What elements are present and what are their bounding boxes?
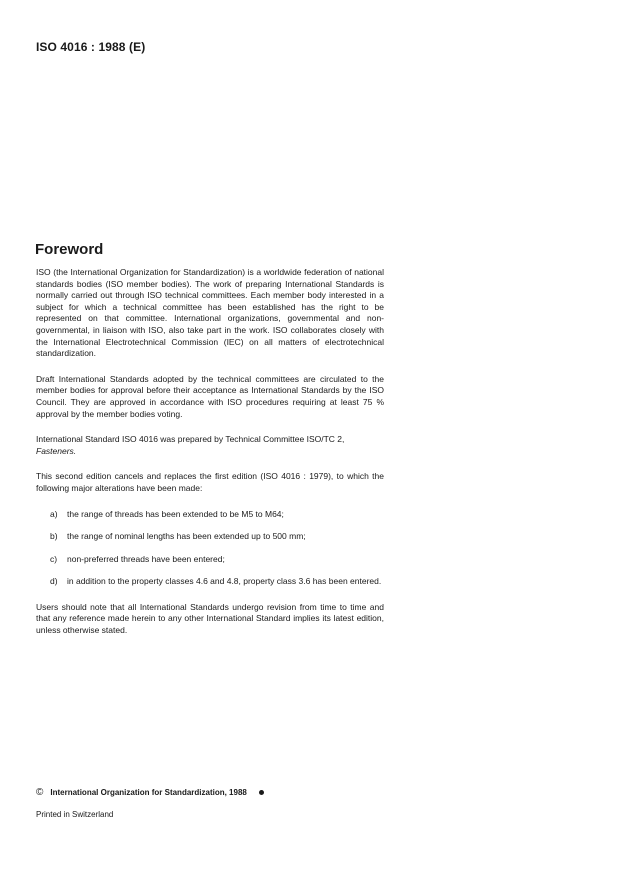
list-item-text: in addition to the property classes 4.6 and 4.8, property class 3.6 has been entered. (67, 576, 382, 587)
copyright-line (36, 787, 264, 798)
paragraph-revision-note: Users should note that all International Standards undergo revision from time to time and that any reference made herein to any other International Standard implies its latest edition, unless otherwise stated. (36, 601, 384, 636)
list-item-marker: c) (50, 553, 58, 564)
printed-in: Printed in Switzerland (36, 810, 114, 819)
foreword-body (36, 267, 384, 651)
list-item-marker: b) (50, 531, 58, 542)
committee-name: Fasteners. (36, 445, 77, 456)
list-item-text: non-preferred threads have been entered; (67, 553, 225, 564)
list-item (36, 554, 384, 566)
paragraph-draft-standards: Draft International Standards adopted by the technical committees are circulated to the member bodies for approval before their acceptance as International Standards by the ISO Council. They are approved in accordance with ISO procedures requiring at least 75 % approval by the member bodies voting. (36, 373, 384, 419)
list-item-text: the range of threads has been extended to be M5 to M64; (67, 508, 284, 519)
alterations-list (36, 509, 384, 588)
list-item-text: the range of nominal lengths has been extended up to 500 mm; (67, 531, 306, 542)
list-item (36, 509, 384, 521)
list-item-marker: d) (50, 576, 58, 587)
paragraph-iso-intro: ISO (the International Organization for Standardization) is a worldwide federation of national standards bodies (ISO member bodies). The work of preparing International Standards is normally carried out through ISO technical committees. Each member body interested in a subject for which a technical committee has been established has the right to be represented on that committee. International organizations, governmental and non-governmental, in liaison with ISO, also take part in the work. ISO collaborates closely with the International Electrotechnical Commission (IEC) on all matters of electrotechnical standardization. (36, 267, 384, 359)
document-id: ISO 4016 : 1988 (E) (36, 40, 146, 54)
copyright-icon: © (36, 787, 44, 798)
foreword-heading: Foreword (35, 241, 104, 258)
prepared-by-text: International Standard ISO 4016 was prepared by Technical Committee ISO/TC 2, (36, 434, 345, 445)
list-item (36, 531, 384, 543)
list-item-marker: a) (50, 508, 58, 519)
paragraph-prepared-by (36, 434, 384, 457)
list-item (36, 576, 384, 588)
copyright-text: International Organization for Standardization, 1988 (50, 788, 247, 797)
paragraph-second-edition: This second edition cancels and replaces the first edition (ISO 4016 : 1979), to which the following major alterations have been made: (36, 471, 384, 493)
bullet-icon (259, 790, 264, 795)
